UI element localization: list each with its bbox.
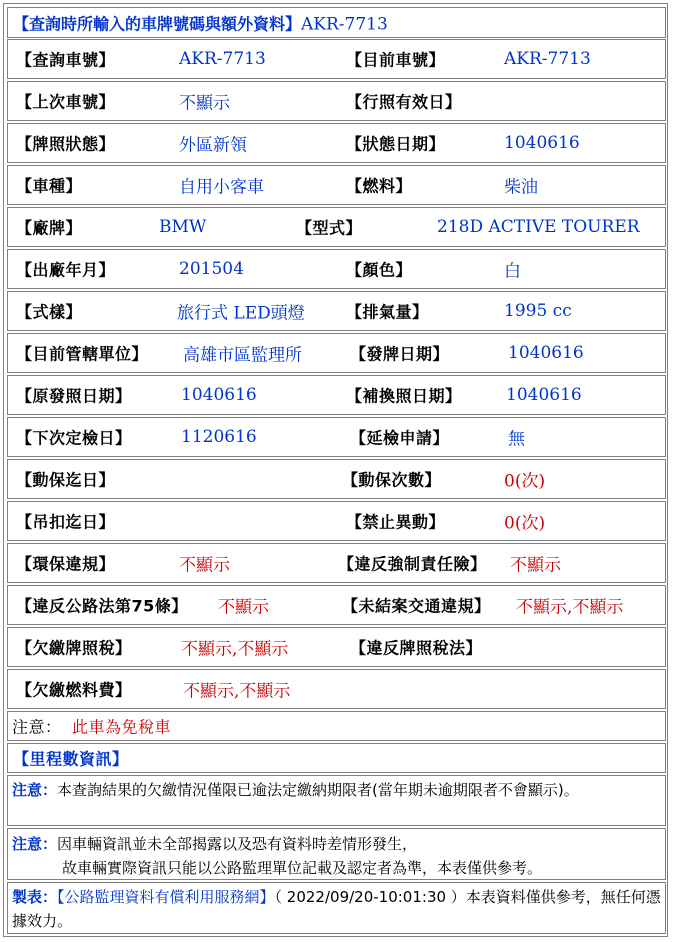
notice-arrears — [7, 775, 666, 826]
footer-text — [12, 885, 661, 933]
field-value: 1040616 — [504, 133, 580, 153]
report-footer — [7, 882, 666, 934]
info-row — [7, 375, 666, 415]
field-label: 【車種】 — [16, 176, 83, 196]
header-title: 【查詢時所輸入的車牌號碼與額外資料】AKR-7713 — [13, 14, 388, 34]
field-value: 1995 cc — [504, 301, 572, 321]
field-value: 不顯示,不顯示 — [516, 597, 624, 618]
field-value: 不顯示 — [179, 555, 230, 576]
footer-source: 【公路監理資料有償利用服務網】 — [57, 888, 275, 906]
field-label: 【燃料】 — [346, 176, 413, 196]
field-label: 【環保違規】 — [16, 554, 116, 574]
field-label: 【顏色】 — [346, 260, 413, 280]
field-value: 不顯示,不顯示 — [181, 639, 289, 660]
field-value: 自用小客車 — [179, 177, 264, 198]
field-value: 0(次) — [504, 471, 546, 492]
info-row — [7, 207, 666, 247]
field-label: 【違反公路法第75條】 — [16, 596, 188, 616]
notice-arrears-text: 注意：本查詢結果的欠繳情況僅限已逾法定繳納期限者(當年期未逾期限者不會顯示)。 — [12, 781, 579, 799]
tax-note-text: 此車為免稅車 — [72, 717, 172, 737]
mileage-section — [7, 743, 666, 773]
field-value: 不顯示 — [510, 555, 561, 576]
field-label: 【補換照日期】 — [346, 386, 462, 406]
field-label: 【型式】 — [296, 218, 363, 238]
field-label: 【發牌日期】 — [350, 344, 450, 364]
notice-disclaimer-label: 注意： — [12, 835, 58, 853]
field-value: 1120616 — [181, 427, 257, 447]
info-row — [7, 165, 666, 205]
field-value: 不顯示,不顯示 — [183, 681, 291, 702]
info-row — [7, 459, 666, 499]
field-value: 不顯示 — [218, 597, 269, 618]
field-value: 0(次) — [504, 513, 546, 534]
field-label: 【動保次數】 — [342, 470, 442, 490]
field-label: 【排氣量】 — [346, 302, 429, 322]
field-label: 【欠繳燃料費】 — [16, 680, 132, 700]
field-label: 【動保迄日】 — [16, 470, 116, 490]
field-label: 【原發照日期】 — [16, 386, 132, 406]
field-label: 【出廠年月】 — [16, 260, 116, 280]
info-row — [7, 333, 666, 373]
field-value: 218D ACTIVE TOURER — [437, 217, 640, 237]
info-row — [7, 585, 666, 625]
header-plate: AKR-7713 — [301, 14, 388, 34]
field-label: 【延檢申請】 — [350, 428, 450, 448]
field-value: 白 — [504, 261, 521, 282]
field-label: 【禁止異動】 — [346, 512, 446, 532]
mileage-title: 【里程數資訊】 — [13, 749, 129, 769]
report-header — [7, 7, 666, 38]
field-label: 【目前管轄單位】 — [16, 344, 149, 364]
field-label: 【下次定檢日】 — [16, 428, 132, 448]
notice-disclaimer — [7, 828, 666, 880]
field-value: 1040616 — [181, 385, 257, 405]
field-label: 【行照有效日】 — [346, 92, 462, 112]
info-row — [7, 291, 666, 331]
field-value: AKR-7713 — [179, 49, 266, 69]
field-label: 【違反強制責任險】 — [338, 554, 487, 574]
field-value: 旅行式 LED頭燈 — [177, 303, 305, 324]
field-label: 【上次車號】 — [16, 92, 116, 112]
footer-rest: （ 2022/09/20-10:01:30 ）本表資料僅供參考，無任何憑據效力。 — [12, 888, 661, 930]
info-row — [7, 501, 666, 541]
info-row — [7, 627, 666, 667]
field-label: 【目前車號】 — [346, 50, 446, 70]
field-value: 1040616 — [508, 343, 584, 363]
field-value: BMW — [159, 217, 207, 237]
info-row — [7, 543, 666, 583]
info-row — [7, 81, 666, 121]
info-row — [7, 39, 666, 79]
notice-disclaimer-text: 注意：因車輛資訊並未全部揭露以及恐有資料時差情形發生， 故車輛實際資訊只能以公路監理單位記載及認定者為準，本表僅供參考。 — [12, 835, 543, 877]
field-label: 【欠繳牌照稅】 — [16, 638, 132, 658]
field-label: 【狀態日期】 — [346, 134, 446, 154]
field-value: 不顯示 — [179, 93, 230, 114]
field-value: 1040616 — [506, 385, 582, 405]
field-value: 201504 — [179, 259, 244, 279]
field-label: 【未結案交通違規】 — [342, 596, 491, 616]
tax-note — [7, 711, 666, 741]
field-label: 【違反牌照稅法】 — [350, 638, 483, 658]
field-label: 【廠牌】 — [16, 218, 83, 238]
field-label: 【查詢車號】 — [16, 50, 116, 70]
info-row — [7, 417, 666, 457]
field-value: 高雄市區監理所 — [183, 345, 302, 366]
info-row — [7, 669, 666, 709]
field-value: 外區新領 — [179, 135, 247, 156]
info-row — [7, 249, 666, 289]
field-label: 【式樣】 — [16, 302, 83, 322]
field-value: AKR-7713 — [504, 49, 591, 69]
field-value: 無 — [508, 429, 525, 450]
field-value: 柴油 — [504, 177, 538, 198]
notice-arrears-label: 注意： — [12, 781, 58, 799]
info-row — [7, 123, 666, 163]
footer-label: 製表： — [12, 888, 58, 906]
tax-note-label: 注意： — [12, 717, 62, 737]
field-label: 【牌照狀態】 — [16, 134, 116, 154]
field-label: 【吊扣迄日】 — [16, 512, 116, 532]
